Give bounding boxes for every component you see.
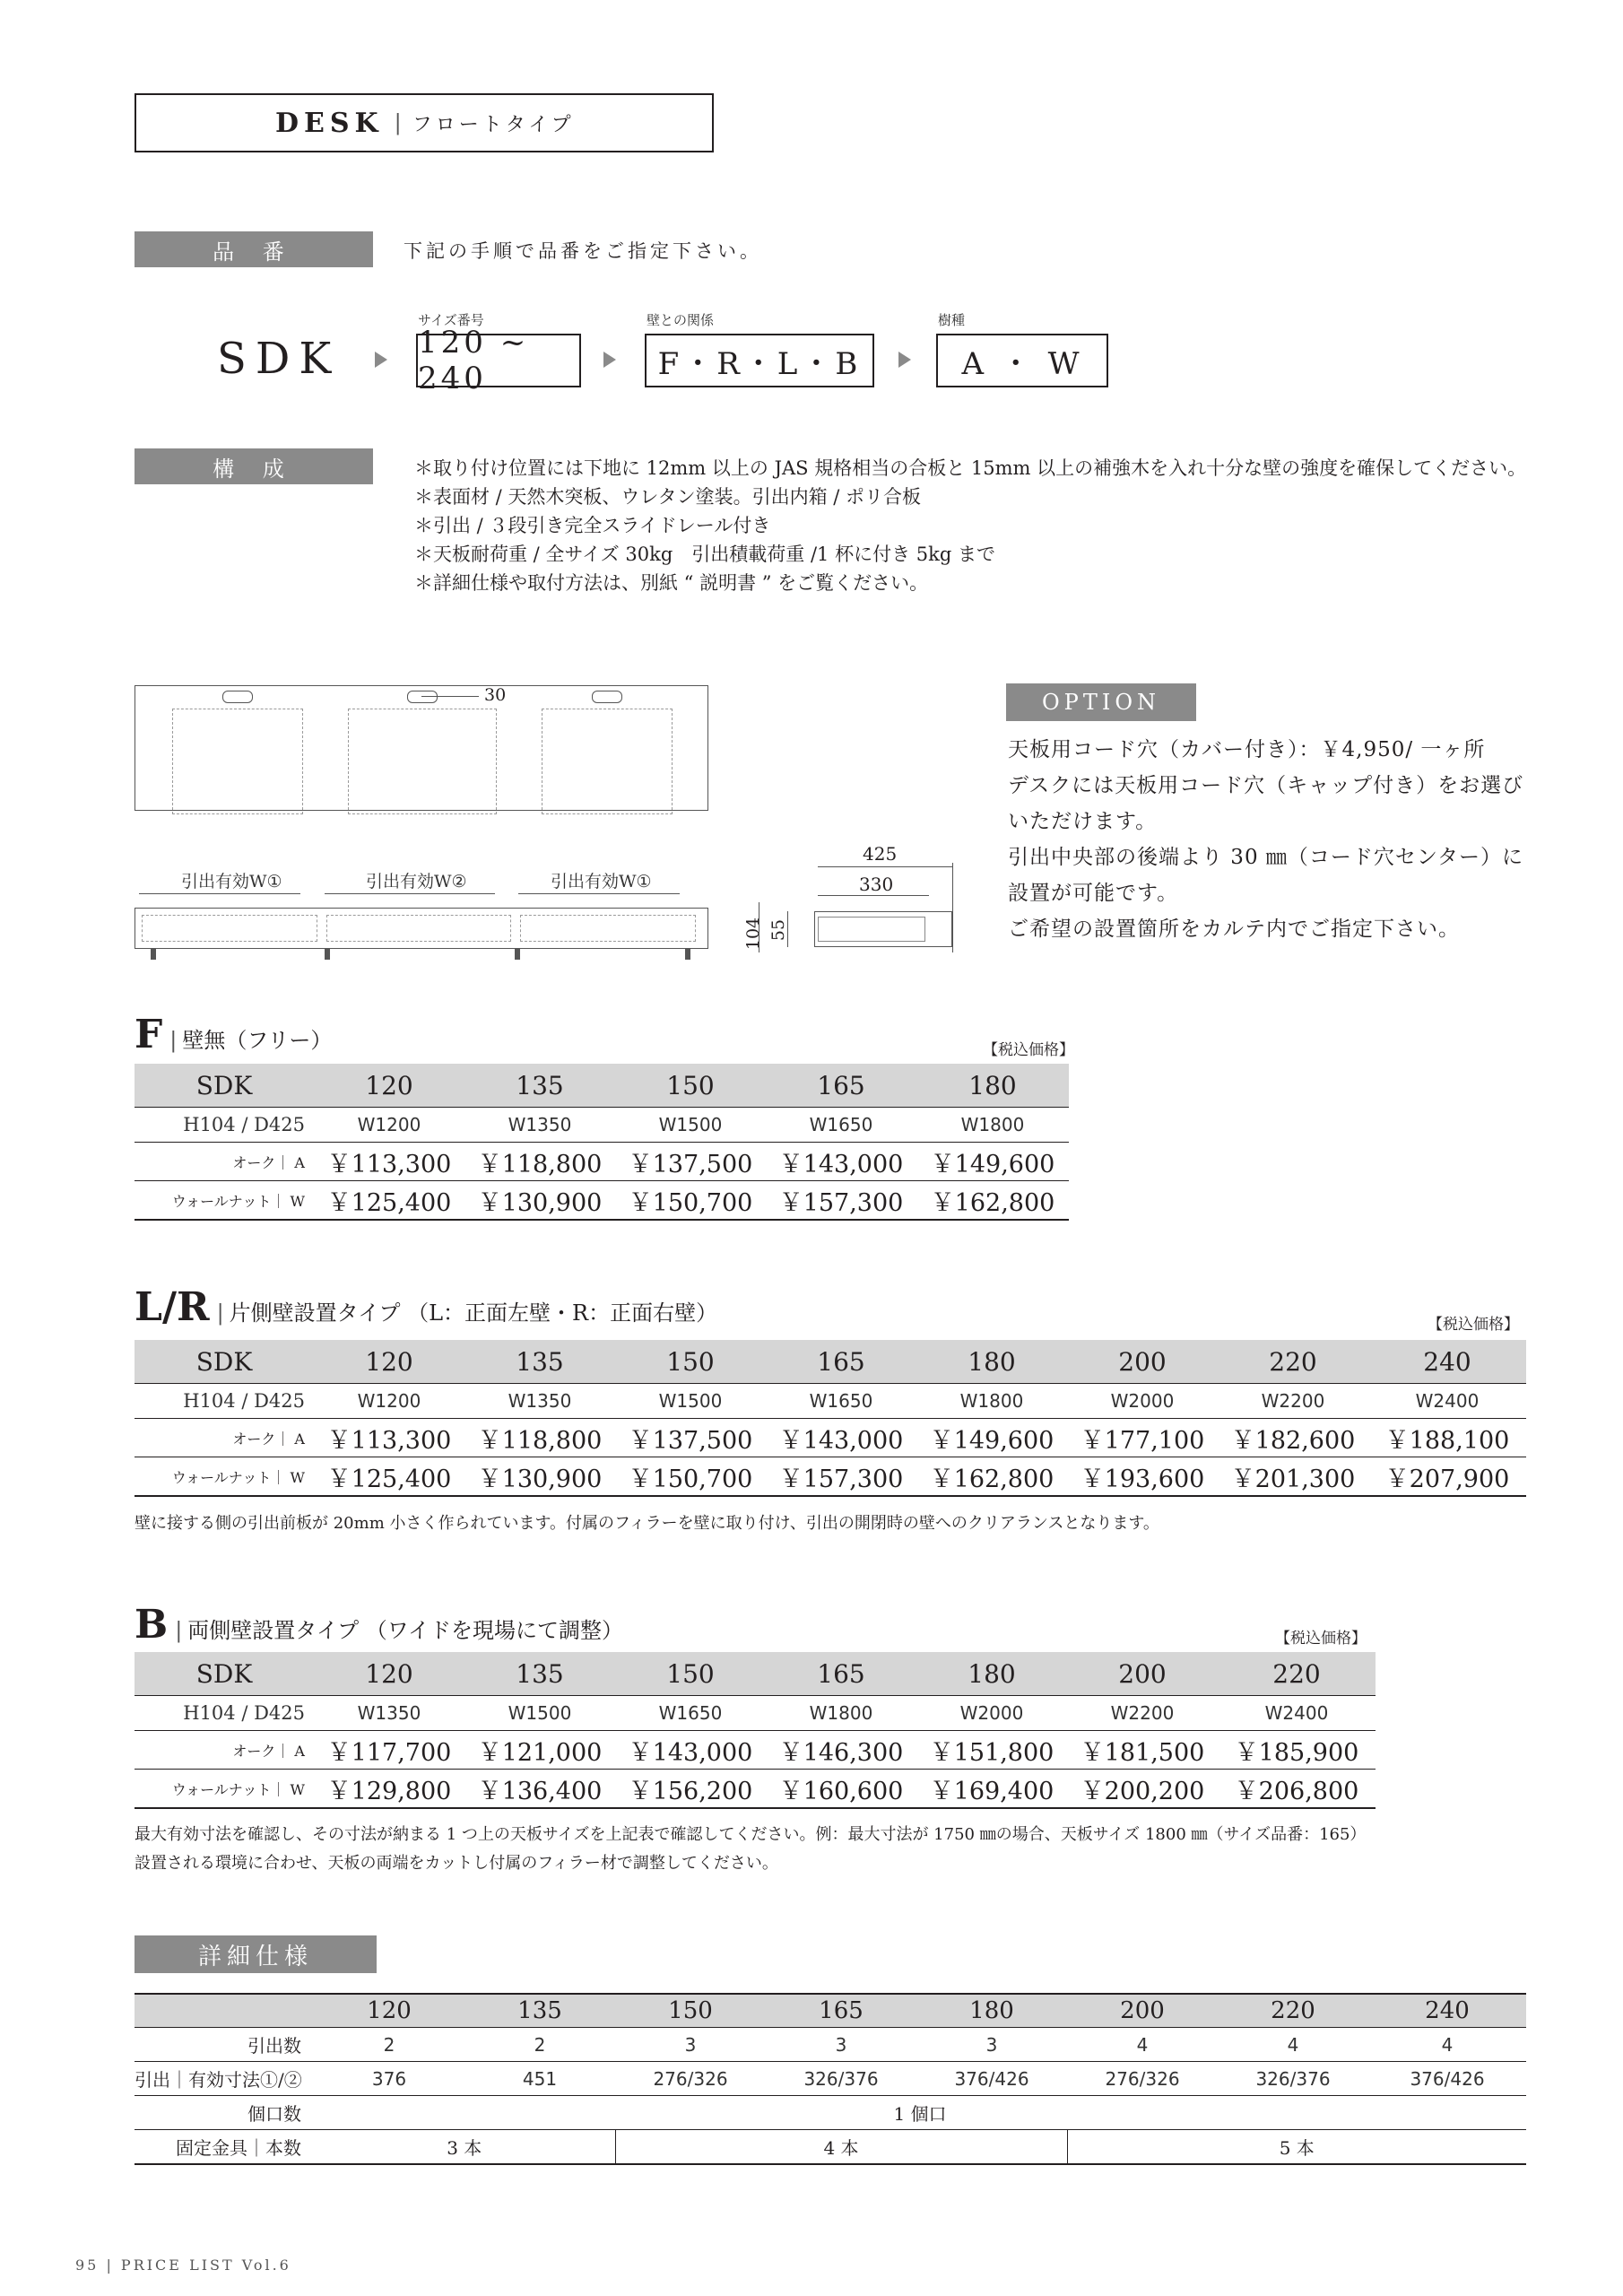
table-cell: 276/326 — [1067, 2062, 1218, 2096]
table-cell: ￥160,600 — [766, 1770, 916, 1809]
table-cell: 2 — [314, 2028, 464, 2062]
table-cell: ￥149,600 — [916, 1419, 1067, 1457]
table-cell: ￥177,100 — [1067, 1419, 1218, 1457]
table-cell: ￥201,300 — [1218, 1457, 1368, 1497]
wood-caption: 樹種 — [938, 312, 966, 328]
table-cell: W2400 — [1368, 1384, 1526, 1419]
table-cell: ￥118,800 — [464, 1419, 615, 1457]
bracket-icon — [325, 949, 330, 960]
drawer-width-label: 引出有効W① — [551, 872, 652, 891]
dims-label: H104 / D425 — [135, 1108, 314, 1143]
dimension-line — [818, 895, 929, 896]
table-cell: W1650 — [766, 1384, 916, 1419]
option-line: 設置が可能です。 — [1008, 882, 1179, 905]
table-cell: 3 — [615, 2028, 766, 2062]
table-cell: 4 — [1218, 2028, 1368, 2062]
price-table-b — [135, 1652, 1376, 1809]
table-cell: W1350 — [314, 1696, 464, 1731]
table-cell: ￥143,000 — [615, 1731, 766, 1770]
table-header: SDK — [135, 1652, 314, 1696]
depth-total: 425 — [863, 843, 898, 865]
section-name: 両側壁設置タイプ （ワイドを現場にて調整） — [187, 1618, 624, 1643]
table-header: 135 — [464, 1340, 615, 1384]
table-cell: W2000 — [916, 1696, 1067, 1731]
option-line: 引出中央部の後端より 30 ㎜（コード穴センター）に — [1008, 846, 1523, 869]
table-cell: 451 — [464, 2062, 615, 2096]
page-footer: 95 | PRICE LIST Vol.6 — [75, 2257, 291, 2274]
composition-note: ＊詳細仕様や取付方法は、別紙 “ 説明書 ” をご覧ください。 — [414, 572, 929, 594]
table-cell: ￥162,800 — [916, 1457, 1067, 1497]
dimension-line — [325, 893, 495, 894]
table-cell: W1200 — [314, 1108, 464, 1143]
table-cell: ￥137,500 — [615, 1419, 766, 1457]
table-cell: ￥200,200 — [1067, 1770, 1218, 1809]
size-caption: サイズ番号 — [418, 312, 484, 328]
table-cell: ￥151,800 — [916, 1731, 1067, 1770]
table-cell: ￥129,800 — [314, 1770, 464, 1809]
table-cell: ￥117,700 — [314, 1731, 464, 1770]
cord-hole-icon — [592, 691, 622, 703]
b-notes — [135, 1821, 1366, 1878]
section-name: 壁無（フリー） — [182, 1028, 333, 1053]
table-header: 220 — [1218, 1652, 1376, 1696]
table-cell: ￥143,000 — [766, 1419, 916, 1457]
drawer-side — [818, 917, 925, 942]
option-line: ご希望の設置箇所をカルテ内でご指定下さい。 — [1008, 918, 1460, 941]
cord-hole-icon — [407, 691, 438, 703]
arrow-icon — [898, 352, 911, 368]
section-bar: | — [216, 1300, 224, 1326]
hole-dimension: 30 — [484, 685, 507, 705]
table-cell: ￥157,300 — [766, 1457, 916, 1497]
section-bar: | — [169, 1028, 178, 1053]
table-header: 135 — [464, 1064, 615, 1108]
table-header: 120 — [314, 1994, 464, 2028]
table-cell: 276/326 — [615, 2062, 766, 2096]
table-cell: W1800 — [916, 1108, 1069, 1143]
table-cell: ￥188,100 — [1368, 1419, 1526, 1457]
lr-note: 壁に接する側の引出前板が 20mm 小さく作られています。付属のフィラーを壁に取り付け、引出の開閉時の壁へのクリアランスとなります。 — [135, 1514, 1159, 1533]
table-cell: ￥182,600 — [1218, 1419, 1368, 1457]
page-subtitle: フロートタイプ — [412, 113, 575, 136]
tax-label: 【税込価格】 — [1428, 1316, 1519, 1334]
table-header: 120 — [314, 1340, 464, 1384]
price-table-f — [135, 1064, 1069, 1221]
tax-label: 【税込価格】 — [983, 1041, 1074, 1059]
option-line: 天板用コード穴（カバー付き）：￥4,950/ 一ヶ所 — [1008, 738, 1486, 761]
table-cell: ￥150,700 — [615, 1181, 766, 1221]
height-total: 104 — [743, 917, 764, 951]
dims-label: H104 / D425 — [135, 1384, 314, 1419]
wood-code-box: A ・ W — [936, 334, 1108, 387]
table-header: 165 — [766, 1652, 916, 1696]
table-header: 150 — [615, 1064, 766, 1108]
table-cell: 376/426 — [916, 2062, 1067, 2096]
table-cell: 4 — [1067, 2028, 1218, 2062]
section-bar: | — [175, 1618, 183, 1643]
table-cell: ￥207,900 — [1368, 1457, 1526, 1497]
price-table-lr — [135, 1340, 1526, 1497]
table-cell: ￥146,300 — [766, 1731, 916, 1770]
dimension-line — [787, 911, 788, 947]
composition-note: ＊引出 / ３段引き完全スライドレール付き — [414, 515, 771, 536]
table-cell: 376/426 — [1368, 2062, 1526, 2096]
table-cell: ￥125,400 — [314, 1457, 464, 1497]
table-cell: W2400 — [1218, 1696, 1376, 1731]
product-prefix: SDK — [217, 334, 341, 384]
section-letter: F — [135, 1012, 163, 1057]
table-cell: ￥156,200 — [615, 1770, 766, 1809]
row-label: オーク｜ A — [135, 1143, 314, 1181]
option-line: デスクには天板用コード穴（キャップ付き）をお選び — [1008, 774, 1524, 797]
table-cell: W1500 — [615, 1108, 766, 1143]
row-label: ウォールナット｜ W — [135, 1770, 314, 1809]
size-code-box: 120 ~ 240 — [416, 334, 581, 387]
dims-label: H104 / D425 — [135, 1696, 314, 1731]
table-header: 150 — [615, 1652, 766, 1696]
table-header: 165 — [766, 1064, 916, 1108]
table-cell: ￥162,800 — [916, 1181, 1069, 1221]
table-cell: W2200 — [1218, 1384, 1368, 1419]
composition-note: ＊天板耐荷重 / 全サイズ 30kg 引出積載荷重 /1 杯に付き 5kg まで — [414, 544, 995, 565]
dimension-line — [139, 893, 300, 894]
section-b-title — [135, 1602, 623, 1648]
table-cell: W1650 — [615, 1696, 766, 1731]
table-cell: 1 個口 — [314, 2096, 1526, 2130]
table-header: 180 — [916, 1340, 1067, 1384]
option-line: いただけます。 — [1008, 810, 1158, 833]
tax-label: 【税込価格】 — [1275, 1630, 1367, 1648]
dimension-line — [518, 893, 680, 894]
table-cell: ￥181,500 — [1067, 1731, 1218, 1770]
bracket-icon — [515, 949, 520, 960]
spec-label: 詳細仕様 — [135, 1935, 377, 1973]
table-cell: ￥206,800 — [1218, 1770, 1376, 1809]
dimension-line — [818, 866, 952, 867]
row-label: ウォールナット｜ W — [135, 1181, 314, 1221]
product-code-label: 品 番 — [135, 231, 373, 267]
table-header: SDK — [135, 1064, 314, 1108]
table-cell: ￥118,800 — [464, 1143, 615, 1181]
table-cell: 326/376 — [766, 2062, 916, 2096]
table-cell: 3 本 — [314, 2130, 615, 2165]
table-cell: ￥149,600 — [916, 1143, 1069, 1181]
table-cell: W2200 — [1067, 1696, 1218, 1731]
drawer-outline — [542, 709, 673, 814]
spec-table — [135, 1993, 1526, 2165]
table-cell: 3 — [766, 2028, 916, 2062]
table-header: 180 — [916, 1994, 1067, 2028]
table-header: 240 — [1368, 1994, 1526, 2028]
table-header: 150 — [615, 1340, 766, 1384]
section-name: 片側壁設置タイプ （L：正面左壁・R：正面右壁） — [229, 1300, 718, 1326]
table-cell: ￥143,000 — [766, 1143, 916, 1181]
table-cell: 4 本 — [615, 2130, 1067, 2165]
drawer-width-label: 引出有効W① — [181, 872, 282, 891]
b-note: 最大有効寸法を確認し、その寸法が納まる 1 つ上の天板サイズを上記表で確認してください。例：最大寸法が 1750 ㎜の場合、天板サイズ 1800 ㎜（サイズ品番：165） — [135, 1825, 1367, 1844]
section-f-title — [135, 1012, 332, 1057]
height-drawer: 55 — [768, 918, 789, 942]
row-label: 引出｜有効寸法①/② — [135, 2062, 314, 2096]
table-cell: ￥121,000 — [464, 1731, 615, 1770]
table-cell: ￥136,400 — [464, 1770, 615, 1809]
row-label: 個口数 — [135, 2096, 314, 2130]
drawer-front — [520, 915, 696, 942]
table-header: 150 — [615, 1994, 766, 2028]
table-cell: 4 — [1368, 2028, 1526, 2062]
section-letter: L/R — [135, 1284, 210, 1330]
bracket-icon — [685, 949, 690, 960]
table-cell: ￥137,500 — [615, 1143, 766, 1181]
table-cell: 326/376 — [1218, 2062, 1368, 2096]
title-separator: | — [394, 110, 402, 135]
table-header: 200 — [1067, 1340, 1218, 1384]
table-cell: ￥185,900 — [1218, 1731, 1376, 1770]
table-cell: W1800 — [766, 1696, 916, 1731]
table-header: 120 — [314, 1064, 464, 1108]
b-note: 設置される環境に合わせ、天板の両端をカットし付属のフィラー材で調整してください。 — [135, 1854, 778, 1873]
table-cell: ￥113,300 — [314, 1143, 464, 1181]
table-cell: W1350 — [464, 1108, 615, 1143]
depth-inner: 330 — [859, 874, 894, 895]
table-header: 120 — [314, 1652, 464, 1696]
table-cell: ￥193,600 — [1067, 1457, 1218, 1497]
bracket-icon — [151, 949, 156, 960]
dimension-line — [421, 696, 479, 697]
row-label: 固定金具｜本数 — [135, 2130, 314, 2165]
table-header: 240 — [1368, 1340, 1526, 1384]
wall-code-box: F・R・L・B — [645, 334, 874, 387]
option-label: OPTION — [1006, 683, 1196, 721]
table-header: 135 — [464, 1652, 615, 1696]
section-letter: B — [135, 1602, 169, 1648]
composition-note: ＊取り付け位置には下地に 12mm 以上の JAS 規格相当の合板と 15mm 以上の補強木を入れ十分な壁の強度を確保してください。 — [414, 457, 1527, 479]
row-label: オーク｜ A — [135, 1731, 314, 1770]
table-header: 200 — [1067, 1652, 1218, 1696]
table-cell: W1650 — [766, 1108, 916, 1143]
table-header: 135 — [464, 1994, 615, 2028]
row-label: 引出数 — [135, 2028, 314, 2062]
table-header: 180 — [916, 1064, 1069, 1108]
arrow-icon — [375, 352, 387, 368]
drawer-width-label: 引出有効W② — [366, 872, 467, 891]
cord-hole-icon — [222, 691, 253, 703]
product-code-instruction: 下記の手順で品番をご指定下さい。 — [404, 240, 762, 262]
table-cell: ￥150,700 — [615, 1457, 766, 1497]
drawer-outline — [348, 709, 497, 814]
table-cell: ￥169,400 — [916, 1770, 1067, 1809]
page-title: DESK — [275, 107, 384, 139]
row-label: ウォールナット｜ W — [135, 1457, 314, 1497]
table-cell: W1350 — [464, 1384, 615, 1419]
table-header: SDK — [135, 1340, 314, 1384]
table-cell: ￥157,300 — [766, 1181, 916, 1221]
wall-caption: 壁との関係 — [647, 312, 715, 328]
composition-note: ＊表面材 / 天然木突板、ウレタン塗装。引出内箱 / ポリ合板 — [414, 486, 922, 508]
drawer-outline — [172, 709, 303, 814]
table-cell: W1800 — [916, 1384, 1067, 1419]
table-header: 165 — [766, 1994, 916, 2028]
table-cell: 5 本 — [1067, 2130, 1526, 2165]
row-label: オーク｜ A — [135, 1419, 314, 1457]
wall-line — [952, 863, 953, 952]
table-cell: W1500 — [464, 1696, 615, 1731]
table-header — [135, 1994, 314, 2028]
table-cell: ￥125,400 — [314, 1181, 464, 1221]
composition-label: 構 成 — [135, 448, 373, 484]
composition-notes — [414, 454, 1526, 597]
table-cell: W1500 — [615, 1384, 766, 1419]
section-lr-title — [135, 1284, 717, 1330]
table-cell: W2000 — [1067, 1384, 1218, 1419]
table-cell: W1200 — [314, 1384, 464, 1419]
table-cell: 376 — [314, 2062, 464, 2096]
table-header: 200 — [1067, 1994, 1218, 2028]
table-cell: ￥130,900 — [464, 1181, 615, 1221]
table-header: 180 — [916, 1652, 1067, 1696]
drawer-front — [326, 915, 511, 942]
table-cell: ￥113,300 — [314, 1419, 464, 1457]
table-cell: 3 — [916, 2028, 1067, 2062]
option-description — [1008, 732, 1523, 947]
table-cell: 2 — [464, 2028, 615, 2062]
table-cell: ￥130,900 — [464, 1457, 615, 1497]
table-header: 220 — [1218, 1340, 1368, 1384]
page-title-box — [135, 93, 714, 152]
arrow-icon — [603, 352, 616, 368]
table-header: 220 — [1218, 1994, 1368, 2028]
table-header: 165 — [766, 1340, 916, 1384]
drawer-front — [142, 915, 317, 942]
